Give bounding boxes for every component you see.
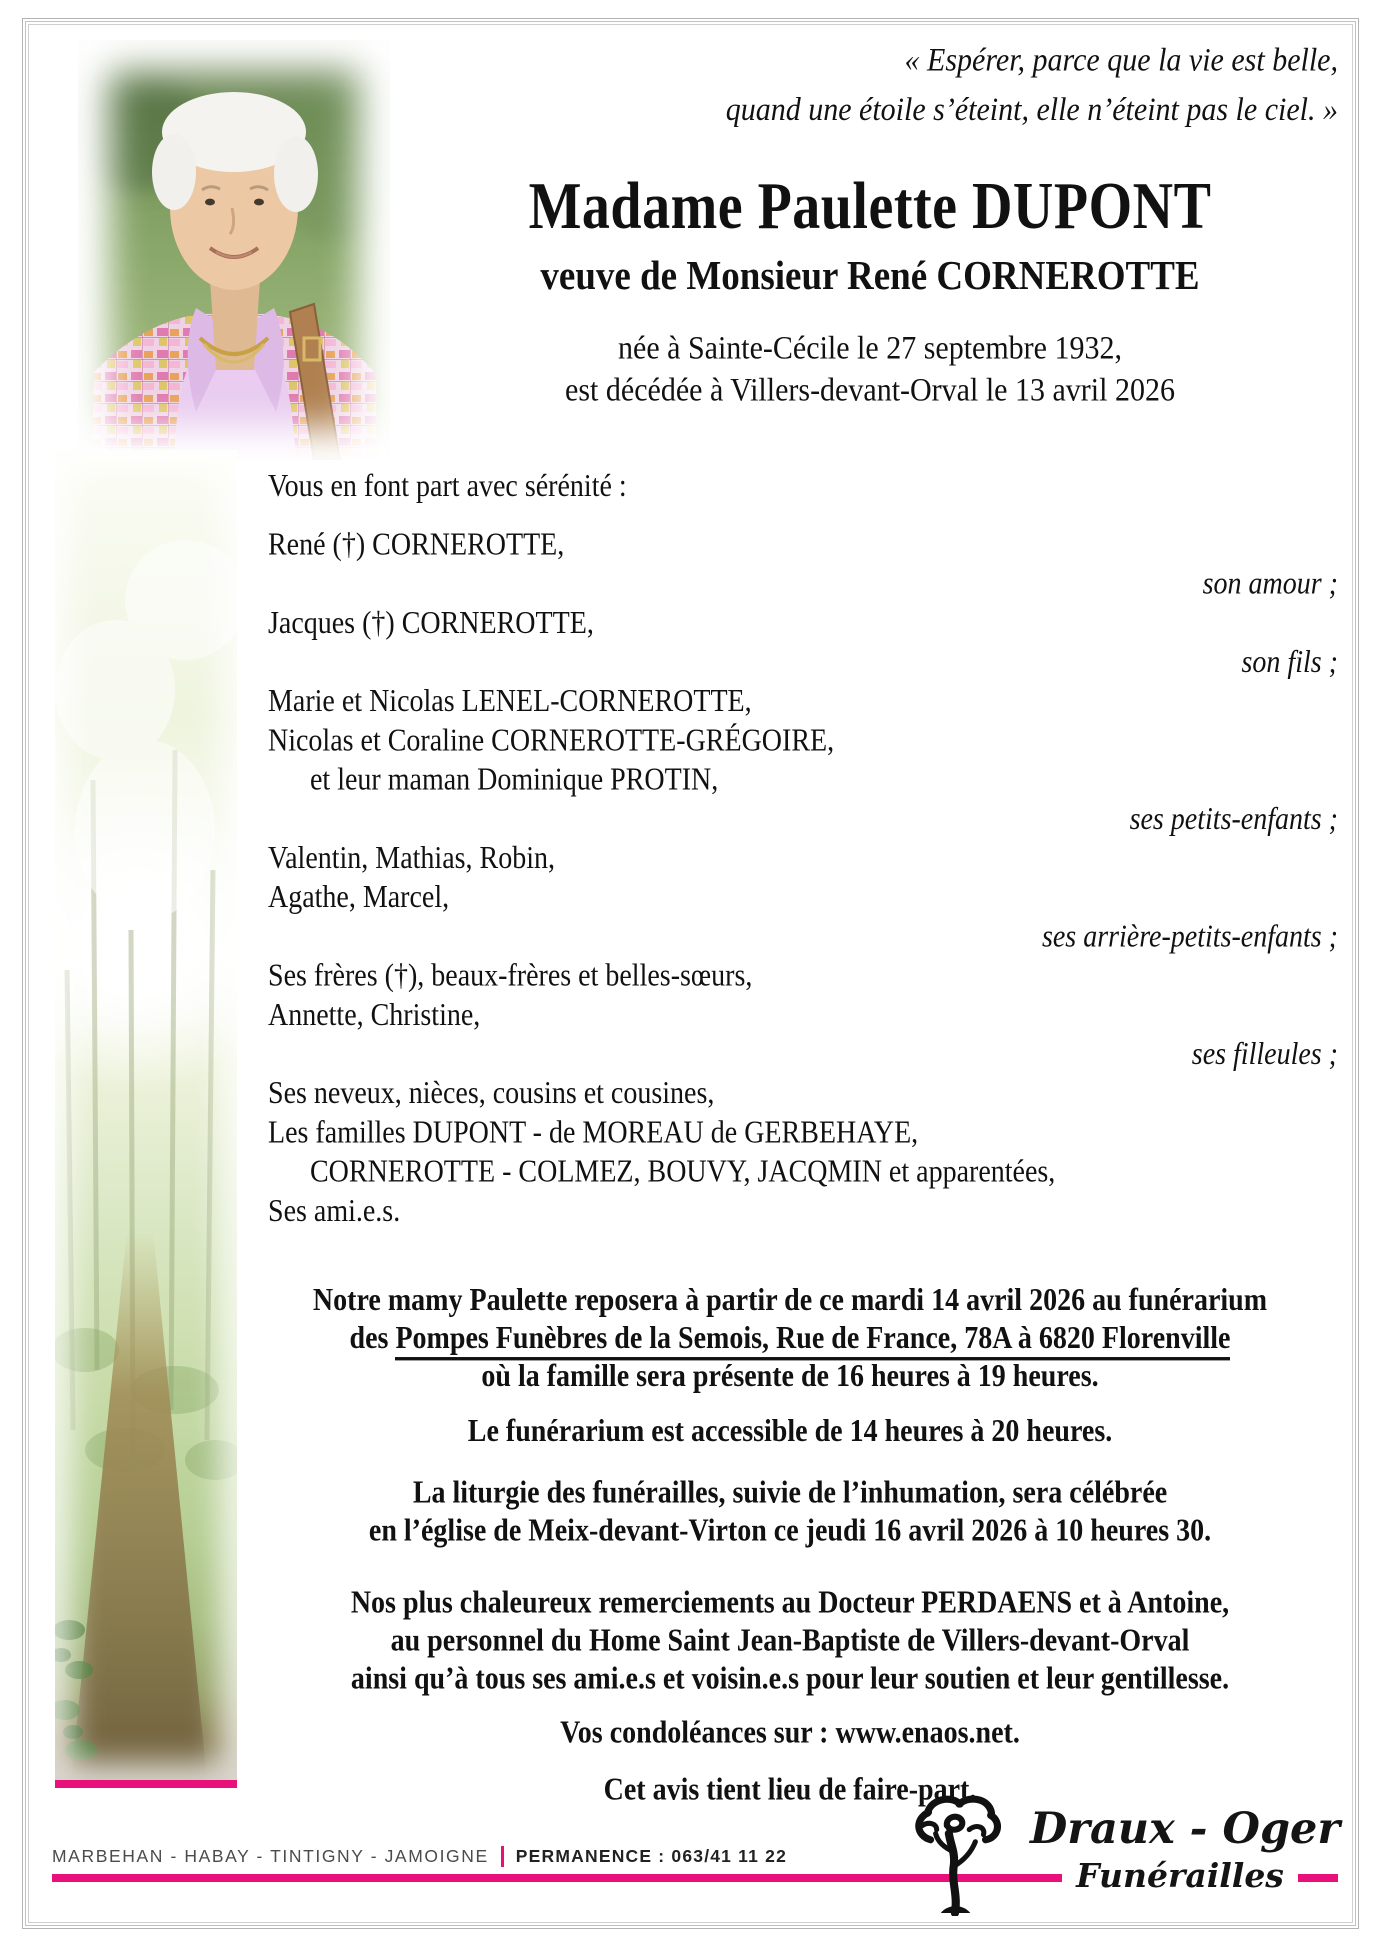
relation-label: ses filleules ; bbox=[1191, 1037, 1338, 1072]
deceased-subtitle: veuve de Monsieur René CORNEROTTE bbox=[540, 253, 1200, 300]
family-line: Les familles DUPONT - de MOREAU de GERBEHAYE, bbox=[268, 1115, 919, 1151]
family-line: Valentin, Mathias, Robin, bbox=[268, 841, 555, 876]
family-line: Ses neveux, nièces, cousins et cousines, bbox=[268, 1076, 715, 1111]
opening-quote bbox=[498, 36, 1338, 135]
funeral-home-brand bbox=[1030, 1804, 1341, 1895]
relation-label: ses petits-enfants ; bbox=[1129, 801, 1338, 837]
footer-locations: MARBEHAN - HABAY - TINTIGNY - JAMOIGNE bbox=[52, 1846, 489, 1866]
liturgy-line-1: La liturgie des funérailles, suivie de l’inhumation, sera célébrée bbox=[412, 1475, 1168, 1511]
birth-line: née à Sainte-Cécile le 27 septembre 1932, bbox=[618, 330, 1122, 367]
thanks-line-1: Nos plus chaleureux remerciements au Docteur PERDAENS et à Antoine, bbox=[350, 1585, 1230, 1621]
portrait-photo bbox=[78, 40, 390, 460]
footer-permanence: PERMANENCE : 063/41 11 22 bbox=[515, 1846, 788, 1866]
brand-subtitle: Funérailles bbox=[1062, 1858, 1298, 1894]
service-details bbox=[240, 1282, 1340, 1810]
family-announcement bbox=[268, 467, 1338, 1231]
wake-line-1: Notre mamy Paulette reposera à partir de ce mardi 14 avril 2026 au funérarium bbox=[312, 1283, 1268, 1318]
footer-divider bbox=[501, 1846, 504, 1867]
condolences-line: Vos condoléances sur : www.enaos.net. bbox=[560, 1715, 1020, 1751]
notice-line: Cet avis tient lieu de faire-part. bbox=[603, 1772, 977, 1808]
thanks-line-3: ainsi qu’à tous ses ami.e.s et voisin.e.s pour leur soutien et leur gentillesse. bbox=[350, 1661, 1230, 1697]
liturgy-line-2: en l’église de Meix-devant-Virton ce jeudi 16 avril 2026 à 10 heures 30. bbox=[368, 1513, 1212, 1549]
family-line: CORNEROTTE - COLMEZ, BOUVY, JACQMIN et apparentées, bbox=[310, 1154, 1056, 1190]
relation-label: son fils ; bbox=[1241, 645, 1338, 680]
brand-name: Draux - Oger bbox=[1030, 1804, 1341, 1854]
quote-line-2: quand une étoile s’éteint, elle n’éteint pas le ciel. » bbox=[725, 92, 1338, 128]
family-line: et leur maman Dominique PROTIN, bbox=[310, 762, 719, 798]
wake-address-prefix: des bbox=[349, 1321, 396, 1356]
family-line: Jacques (†) CORNEROTTE, bbox=[268, 605, 594, 641]
family-line: Nicolas et Coraline CORNEROTTE-GRÉGOIRE, bbox=[268, 723, 835, 759]
footer-info bbox=[52, 1846, 787, 1867]
family-line: Ses frères (†), beaux-frères et belles-sœurs, bbox=[268, 958, 753, 994]
strip-haze bbox=[55, 450, 237, 1780]
family-line: Marie et Nicolas LENEL-CORNEROTTE, bbox=[268, 684, 752, 719]
deceased-name: Madame Paulette DUPONT bbox=[528, 169, 1212, 244]
wake-line-3: où la famille sera présente de 16 heures à 19 heures. bbox=[481, 1359, 1099, 1394]
relation-label: ses arrière-petits-enfants ; bbox=[1041, 919, 1338, 955]
tree-icon bbox=[900, 1792, 1012, 1916]
family-line: René (†) CORNEROTTE, bbox=[268, 527, 565, 563]
photo-fade-edge bbox=[78, 40, 390, 460]
quote-line-1: « Espérer, parce que la vie est belle, bbox=[904, 42, 1338, 79]
announcement-intro: Vous en font part avec sérénité : bbox=[268, 469, 627, 504]
family-line: Annette, Christine, bbox=[268, 997, 481, 1033]
death-line: est décédée à Villers-devant-Orval le 13 avril 2026 bbox=[565, 372, 1175, 409]
wake-address-underlined: Pompes Funèbres de la Semois, Rue de France, 78A à 6820 Florenville bbox=[395, 1321, 1230, 1360]
family-line: Agathe, Marcel, bbox=[268, 880, 450, 915]
funerarium-hours: Le funérarium est accessible de 14 heures à 20 heures. bbox=[467, 1414, 1113, 1449]
thanks-line-2: au personnel du Home Saint Jean-Baptiste de Villers-devant-Orval bbox=[390, 1623, 1190, 1659]
relation-label: son amour ; bbox=[1202, 566, 1338, 602]
family-line: Ses ami.e.s. bbox=[268, 1193, 401, 1229]
wake-line-2 bbox=[240, 1320, 1340, 1358]
forest-path-strip bbox=[55, 450, 237, 1788]
